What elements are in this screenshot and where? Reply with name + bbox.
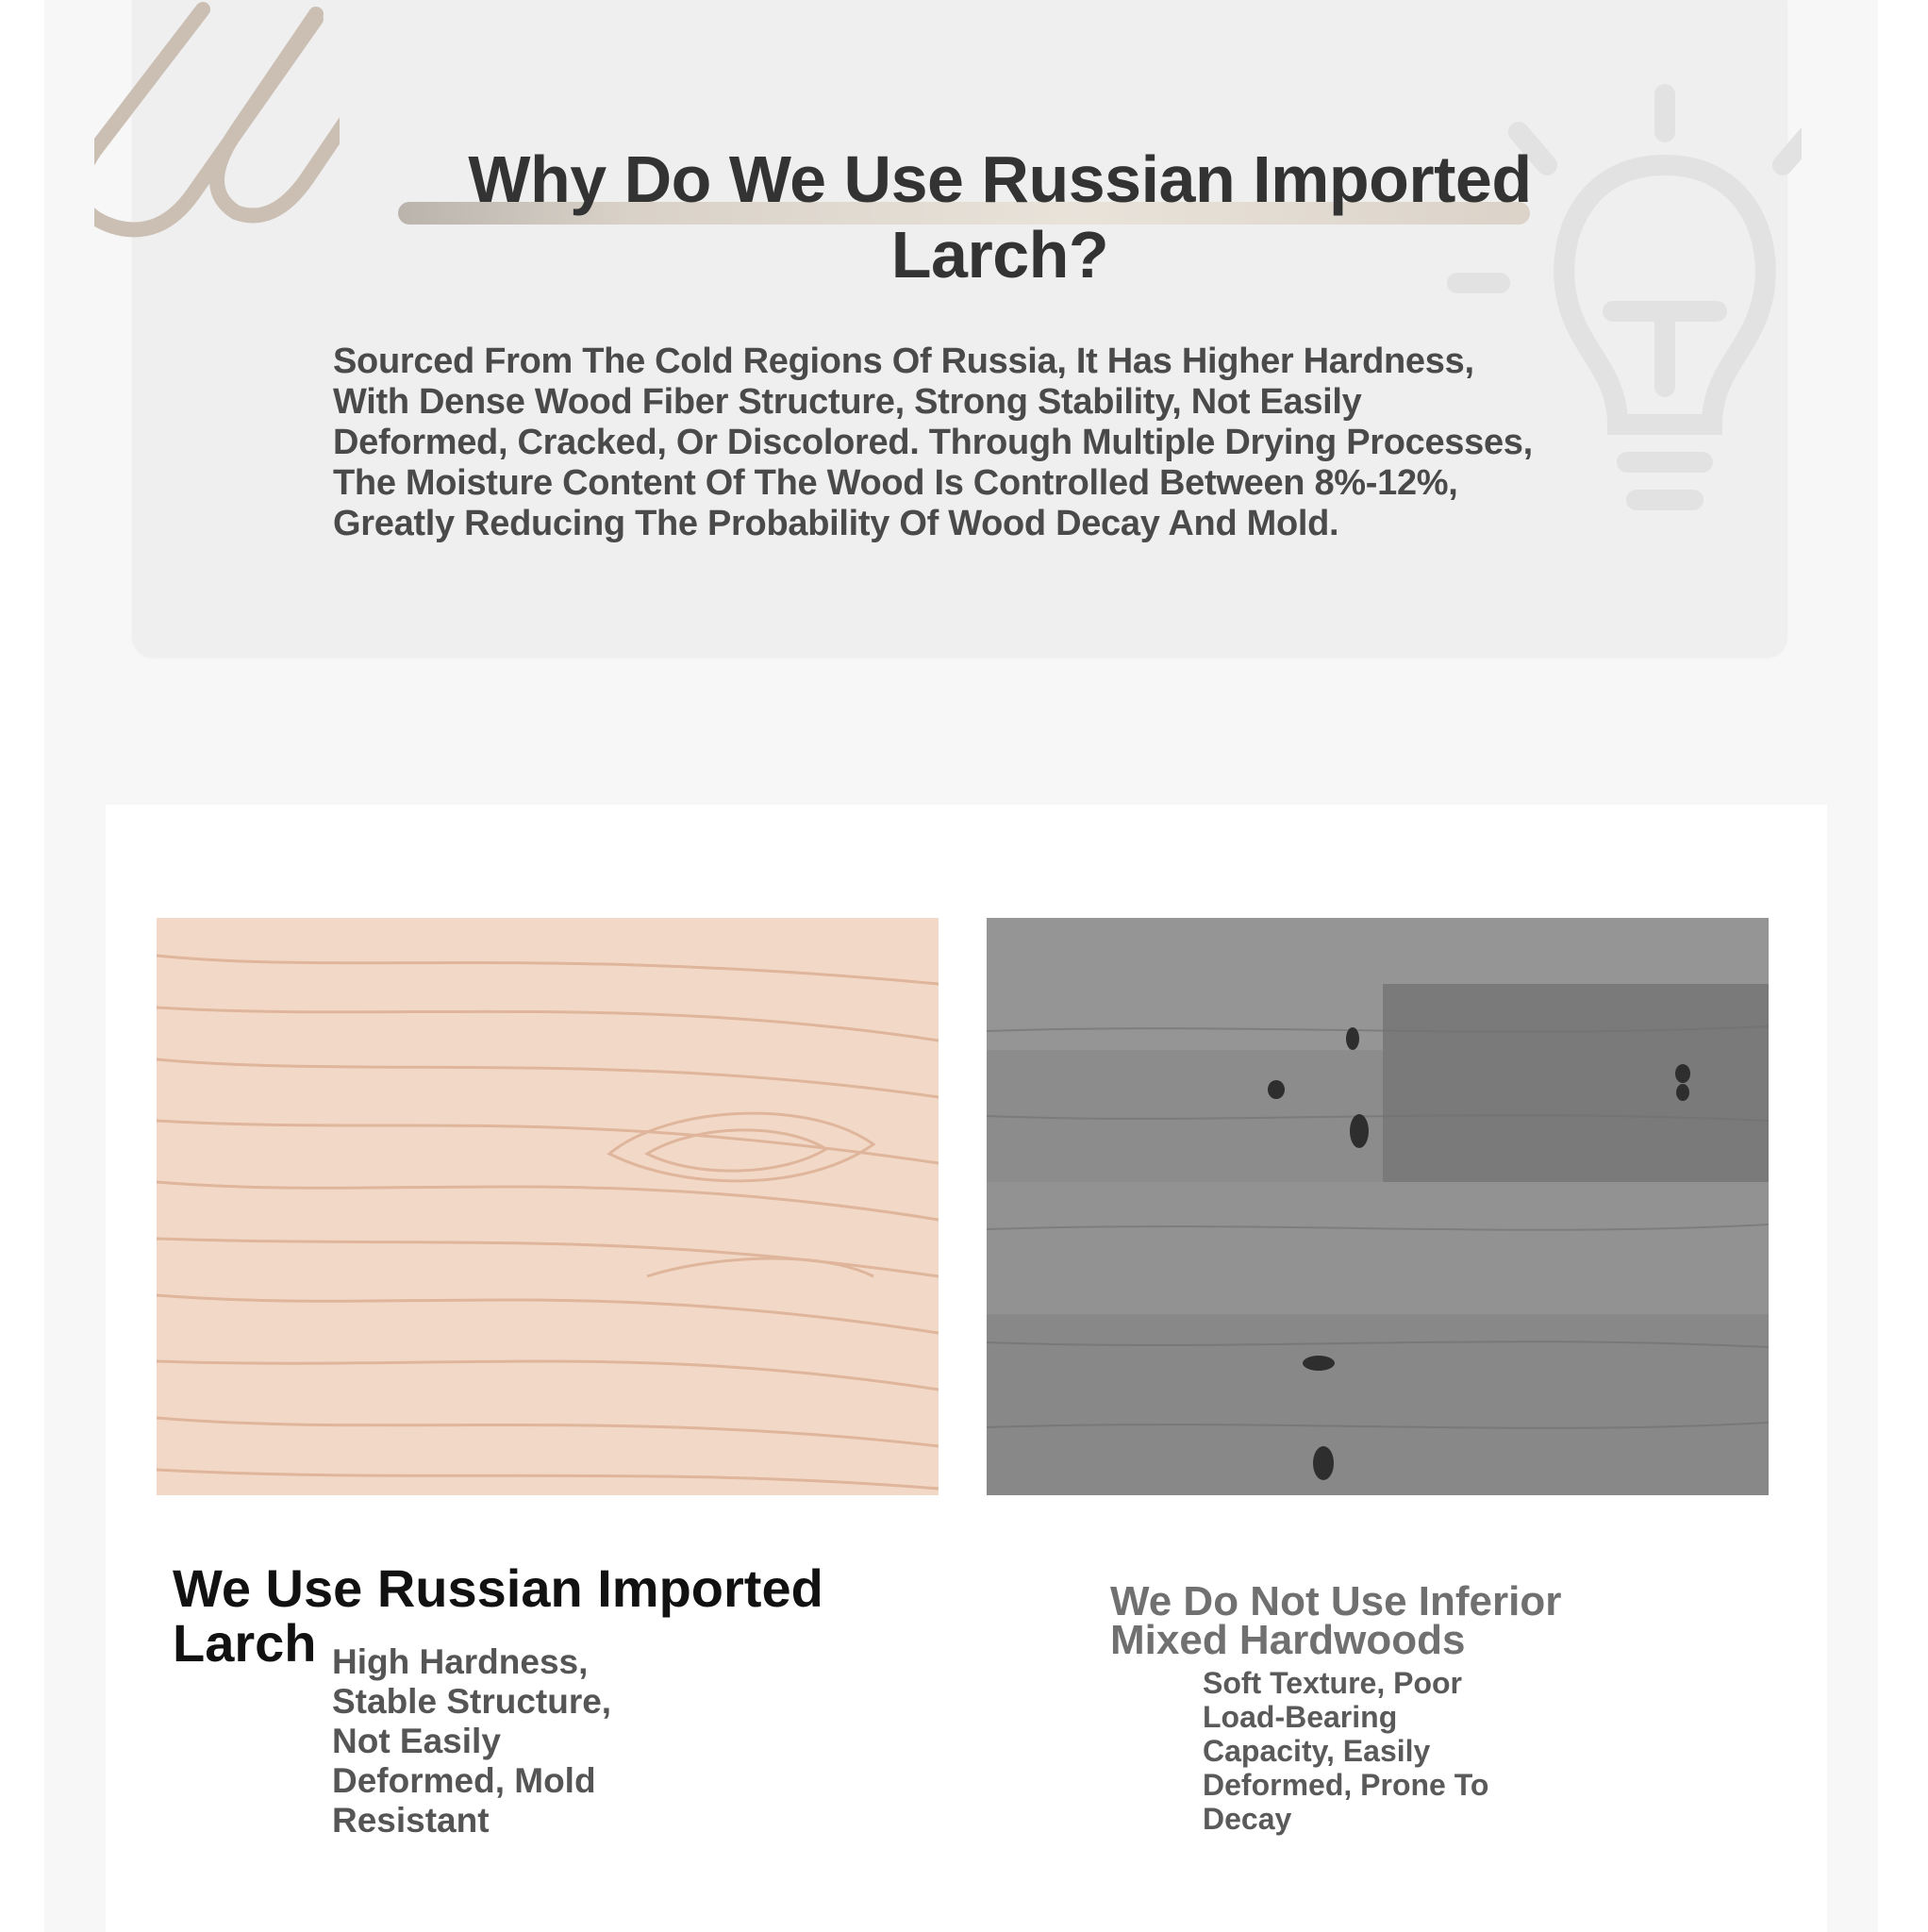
good-wood-title: We Use Russian Imported Larch [173, 1558, 823, 1673]
good-wood-description: High Hardness, Stable Structure, Not Easily Deformed, Mold Resistant [332, 1642, 612, 1840]
larch-wood-photo [157, 918, 939, 1495]
intro-description: Sourced From The Cold Regions Of Russia, It Has Higher Hardness, With Dense Wood Fiber Structure, Strong Stability, Not Easily Deformed, Cracked, Or Discolored. Through Multiple Drying Processes, The Moisture Content Of The Wood Is Controlled Between 8%-12%, Greatly Reducing The Probability Of Wood Decay And Mold. [333, 341, 1533, 543]
page-title: Why Do We Use Russian Imported Larch? [468, 142, 1532, 291]
bad-wood-title: We Do Not Use Inferior Mixed Hardwoods [1110, 1578, 1562, 1663]
mixed-hardwood-photo [987, 918, 1769, 1495]
bad-wood-description: Soft Texture, Poor Load-Bearing Capacity, Easily Deformed, Prone To Decay [1203, 1666, 1489, 1836]
paperclip-icon [94, 0, 340, 245]
